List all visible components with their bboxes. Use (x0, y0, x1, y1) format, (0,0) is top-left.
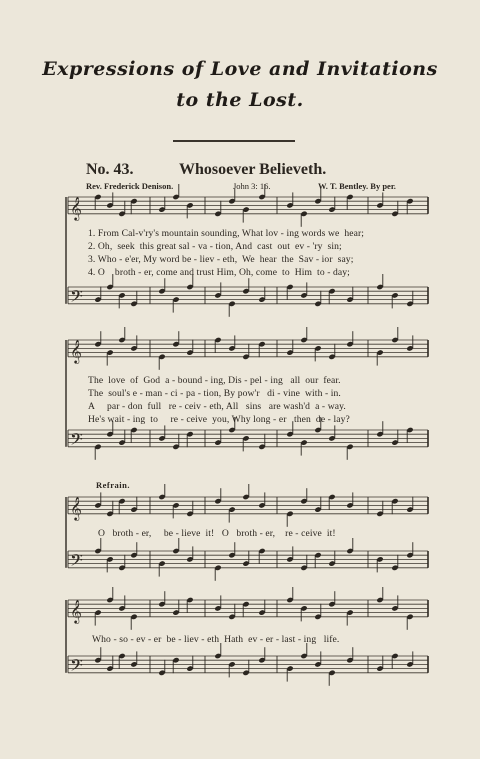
bass-clef-icon: 𝄢 (70, 654, 83, 679)
treble-clef-icon: 𝄞 (70, 195, 82, 220)
section-heading-line1: Expressions of Love and Invitations (42, 58, 438, 80)
scripture-reference: John 3: 16. (233, 181, 271, 191)
composer-credit: W. T. Bentley. By per. (318, 181, 396, 191)
treble-clef-icon: 𝄞 (70, 338, 82, 363)
treble-clef-icon: 𝄞 (70, 495, 82, 520)
refrain-line: Who - so - ev - er be - liev - eth Hath ev - er - last - ing life. (92, 634, 340, 645)
verse-line: He's wait - ing to re - ceive you, Why long - er then de - lay? (88, 414, 350, 425)
verse-line: The soul's e - man - ci - pa - tion, By pow'r di - vine with - in. (88, 388, 341, 399)
hymn-title: Whosoever Believeth. (179, 161, 327, 178)
verse-line: The love of God a - bound - ing, Dis - pel - ing all our fear. (88, 375, 341, 386)
hymn-number: No. 43. (86, 161, 134, 178)
bass-clef-icon: 𝄢 (70, 549, 83, 574)
verse-line: 1. From Cal-v'ry's mountain sounding, What lov - ing words we hear; (88, 228, 365, 239)
section-heading-line2: to the Lost. (176, 89, 304, 111)
refrain-label: Refrain. (96, 480, 130, 490)
lyricist-credit: Rev. Frederick Denison. (86, 181, 174, 191)
bass-clef-icon: 𝄢 (70, 285, 83, 310)
verse-line: A par - don full re - ceiv - eth, All sins are wash'd a - way. (88, 401, 346, 412)
refrain-line: O broth - er, be - lieve it! O broth - er, re - ceive it! (98, 528, 336, 539)
verse-line: 3. Who - e'er, My word be - liev - eth, We hear the Sav - ior say; (88, 254, 354, 265)
verse-line: 4. O broth - er, come and trust Him, Oh, come to Him to - day; (88, 267, 350, 278)
treble-clef-icon: 𝄞 (70, 598, 82, 623)
verse-line: 2. Oh, seek this great sal - va - tion, And cast out ev - 'ry sin; (88, 241, 342, 252)
bass-clef-icon: 𝄢 (70, 428, 83, 453)
